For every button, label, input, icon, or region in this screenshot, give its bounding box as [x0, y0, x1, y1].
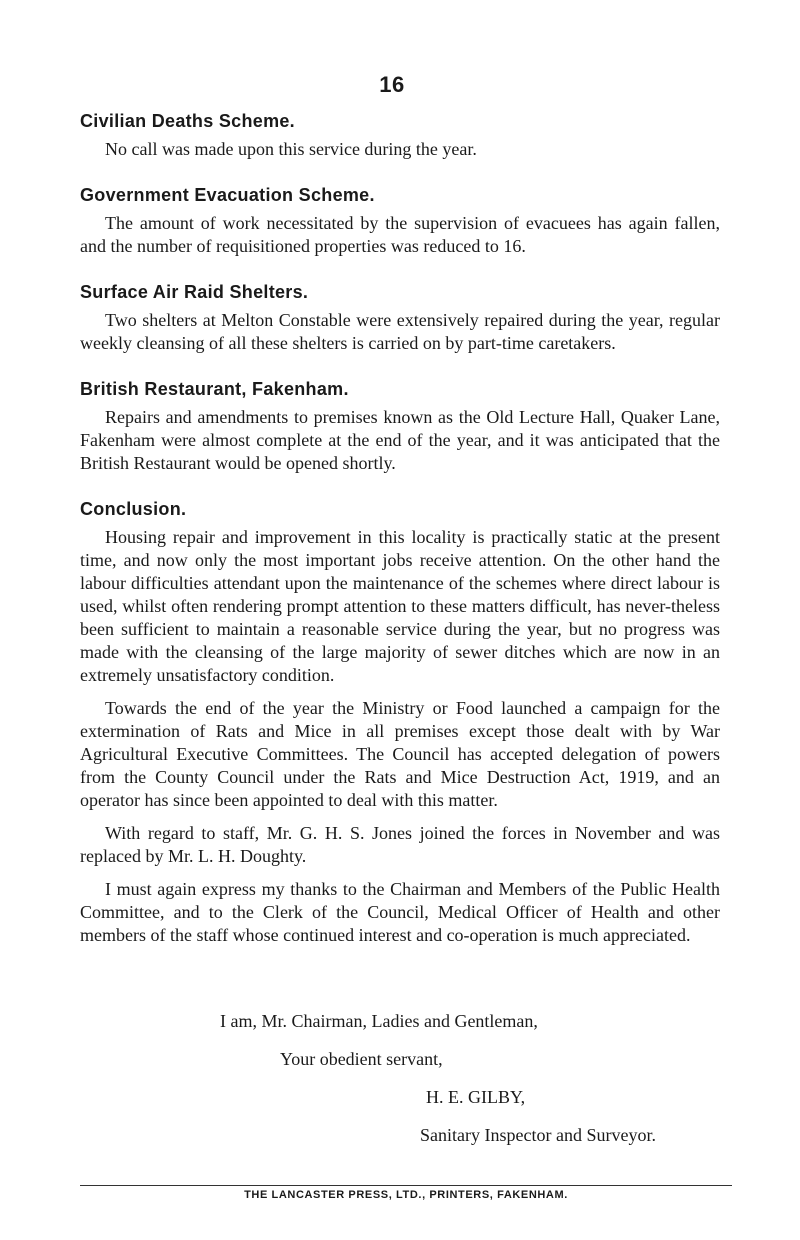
body-text [80, 108, 720, 968]
section-conclusion [80, 496, 720, 947]
section-heading: Government Evacuation Scheme. [80, 185, 375, 205]
section-air-raid-shelters [80, 279, 720, 355]
section-heading: Surface Air Raid Shelters. [80, 282, 309, 302]
section-government-evacuation [80, 182, 720, 258]
page-number: 16 [379, 72, 405, 97]
section-british-restaurant [80, 376, 720, 475]
closing: Your obedient servant, [280, 1049, 443, 1069]
footer-rule [80, 1185, 732, 1186]
section-heading: Conclusion. [80, 499, 187, 519]
paragraph: With regard to staff, Mr. G. H. S. Jones joined the forces in November and was replaced by Mr. L. H. Doughty. [80, 823, 720, 866]
paragraph: No call was made upon this service during the year. [105, 139, 477, 159]
paragraph: The amount of work necessitated by the supervision of evacuees has again fallen, and the number of requisitioned properties was reduced to 16. [80, 213, 720, 256]
paragraph: Two shelters at Melton Constable were extensively repaired during the year, regular weekly cleansing of all these shelters is carried on by part-time caretakers. [80, 310, 720, 353]
section-heading: Civilian Deaths Scheme. [80, 111, 295, 131]
paragraph: Housing repair and improvement in this locality is practically static at the present time, and now only the most important jobs receive attention. On the other hand the labour difficulties attendant upon the maintenance of the schemes where direct labour is used, whilst often rendering prompt attention to these matters difficult, has never-theless been sufficient to maintain a reasonable service during the year, but no progress was made with the cleansing of the large majority of sewer ditches which are now in an extremely unsatisfactory condition. [80, 527, 720, 685]
signatory-name: H. E. GILBY, [426, 1087, 526, 1107]
paragraph: Repairs and amendments to premises known as the Old Lecture Hall, Quaker Lane, Fakenham were almost complete at the end of the year, and it was anticipated that the British Restaurant would be opened shortly. [80, 407, 720, 473]
section-civilian-deaths [80, 108, 720, 161]
paragraph: I must again express my thanks to the Chairman and Members of the Public Health Committee, and to the Clerk of the Council, Medical Officer of Health and other members of the staff whose continued interest and co-operation is much appreciated. [80, 879, 720, 945]
section-heading: British Restaurant, Fakenham. [80, 379, 349, 399]
signatory-title: Sanitary Inspector and Surveyor. [420, 1125, 656, 1145]
printer-imprint: THE LANCASTER PRESS, LTD., PRINTERS, FAKENHAM. [244, 1189, 568, 1201]
paragraph: Towards the end of the year the Ministry or Food launched a campaign for the extermination of Rats and Mice in all premises except those dealt with by War Agricultural Executive Committees. The Council has accepted delegation of powers from the County Council under the Rats and Mice Destruction Act, 1919, and an operator has since been appointed to deal with this matter. [80, 698, 720, 810]
salutation: I am, Mr. Chairman, Ladies and Gentleman, [220, 1011, 538, 1031]
